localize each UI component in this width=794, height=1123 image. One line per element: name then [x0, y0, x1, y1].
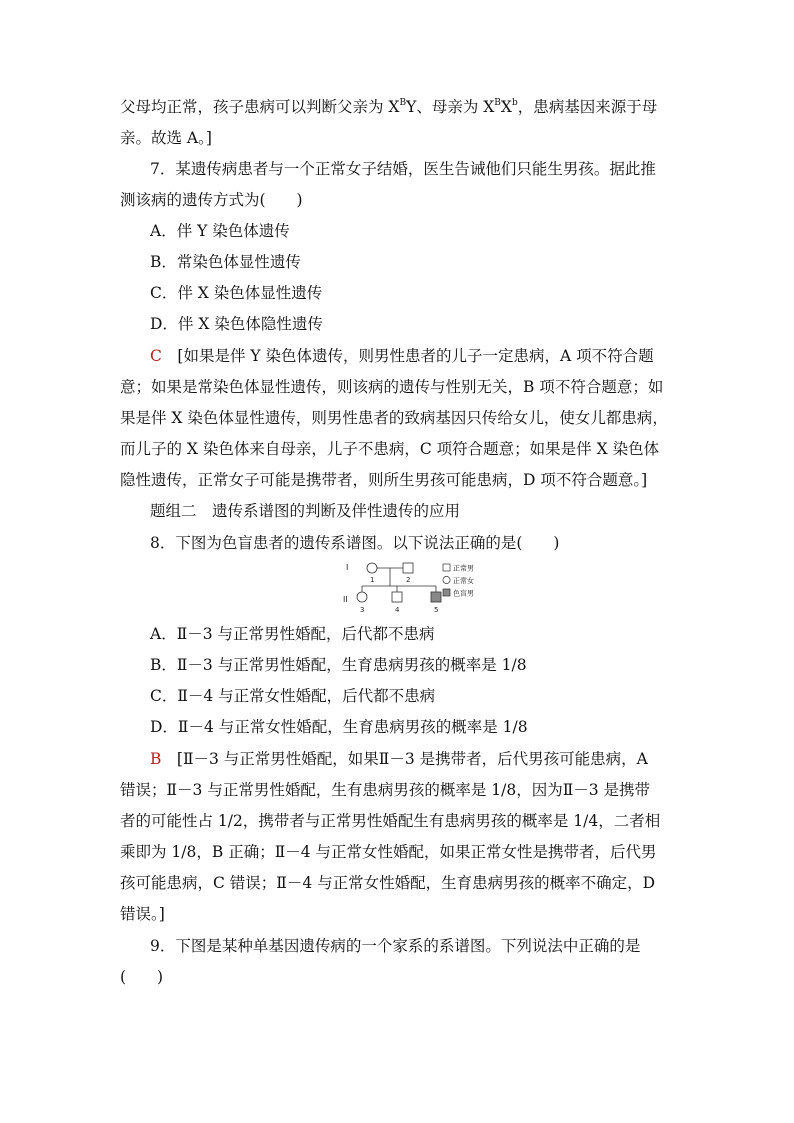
answer-letter: C — [150, 347, 162, 365]
explanation-line: 错误。] — [120, 905, 165, 923]
generation-label: I — [346, 563, 349, 572]
text-span: 父母均正常，孩子患病可以判断父亲为 X — [120, 98, 400, 116]
text-line: 亲。故选 A。] — [120, 129, 212, 147]
male-normal-symbol — [403, 563, 413, 573]
legend-male-colorblind-icon — [443, 589, 450, 596]
explanation-line: 孩可能患病，C 错误；Ⅱ－4 与正常女性婚配，生育患病男孩的概率不确定，D — [120, 874, 656, 892]
explanation-line — [150, 346, 654, 366]
explanation-line: 意；如果是常染色体显性遗传，则该病的遗传与性别无关，B 项不符合题意；如 — [120, 378, 664, 396]
female-normal-symbol — [367, 563, 377, 573]
legend-male-normal-icon — [443, 564, 450, 571]
question-7-stem: 7．某遗传病患者与一个正常女子结婚，医生告诫他们只能生男孩。据此推 — [150, 160, 656, 178]
individual-number: 4 — [395, 606, 400, 614]
explanation-line: 错误；Ⅱ－3 与正常男性婚配，生有患病男孩的概率是 1/8，因为Ⅱ－3 是携带 — [120, 781, 651, 799]
pedigree-chart — [340, 560, 490, 616]
explanation-line: 乘即为 1/8，B 正确；Ⅱ－4 与正常女性婚配，如果正常女性是携带者，后代男 — [120, 843, 657, 861]
text-span: X — [500, 98, 512, 116]
explanation-line: 者的可能性占 1/2，携带者与正常男性婚配生有患病男孩的概率是 1/4，二者相 — [120, 812, 661, 830]
legend-label: 正常男 — [453, 564, 474, 573]
section-heading: 题组二 遗传系谱图的判断及伴性遗传的应用 — [150, 502, 461, 520]
generation-label: II — [343, 595, 348, 604]
individual-number: 3 — [360, 606, 365, 614]
legend-female-normal-icon — [443, 576, 450, 583]
superscript: B — [399, 98, 407, 108]
option-c: C．Ⅱ－4 与正常女性婚配，后代都不患病 — [150, 687, 436, 705]
text-span: ，患病基因来源于母 — [517, 98, 658, 116]
explanation-line: 而儿子的 X 染色体来自母亲，儿子不患病，C 项符合题意；如果是伴 X 染色体 — [120, 440, 660, 458]
option-c: C．伴 X 染色体显性遗传 — [150, 284, 323, 302]
question-7-stem-cont: 测该病的遗传方式为( ) — [120, 191, 303, 209]
legend-label: 色盲男 — [453, 589, 474, 598]
text-span: [Ⅱ－3 与正常男性婚配，如果Ⅱ－3 是携带者，后代男孩可能患病，A — [176, 750, 648, 768]
female-normal-symbol — [357, 592, 367, 602]
male-colorblind-symbol — [431, 592, 441, 602]
explanation-line: 果是伴 X 染色体显性遗传，则男性患者的致病基因只传给女儿，使女儿都患病， — [120, 409, 668, 427]
option-a: A．Ⅱ－3 与正常男性婚配，后代都不患病 — [150, 625, 435, 643]
question-8-stem: 8．下图为色盲患者的遗传系谱图。以下说法正确的是( ) — [150, 534, 560, 552]
male-normal-symbol — [392, 592, 402, 602]
option-d: D．伴 X 染色体隐性遗传 — [150, 315, 323, 333]
individual-number: 5 — [434, 606, 439, 614]
text-span: Y、母亲为 X — [406, 98, 495, 116]
explanation-line: 隐性遗传，正常女子可能是携带者，则所生男孩可能患病，D 项不符合题意。] — [120, 471, 648, 489]
individual-number: 1 — [370, 576, 375, 584]
option-b: B．常染色体显性遗传 — [150, 253, 301, 271]
legend-label: 正常女 — [453, 577, 474, 585]
individual-number: 2 — [406, 576, 411, 584]
superscript: B — [494, 98, 501, 108]
answer-letter: B — [150, 750, 162, 768]
text-line — [120, 97, 657, 117]
option-a: A．伴 Y 染色体遗传 — [150, 222, 290, 240]
superscript: b — [511, 98, 518, 108]
question-9-stem-cont: ( ) — [120, 968, 164, 986]
explanation-line — [150, 749, 648, 769]
option-b: B．Ⅱ－3 与正常男性婚配，生育患病男孩的概率是 1/8 — [150, 656, 527, 674]
option-d: D．Ⅱ－4 与正常女性婚配，生育患病男孩的概率是 1/8 — [150, 718, 528, 736]
question-9-stem: 9．下图是某种单基因遗传病的一个家系的系谱图。下列说法中正确的是 — [150, 937, 641, 955]
text-span: [如果是伴 Y 染色体遗传，则男性患者的儿子一定患病，A 项不符合题 — [177, 347, 654, 365]
